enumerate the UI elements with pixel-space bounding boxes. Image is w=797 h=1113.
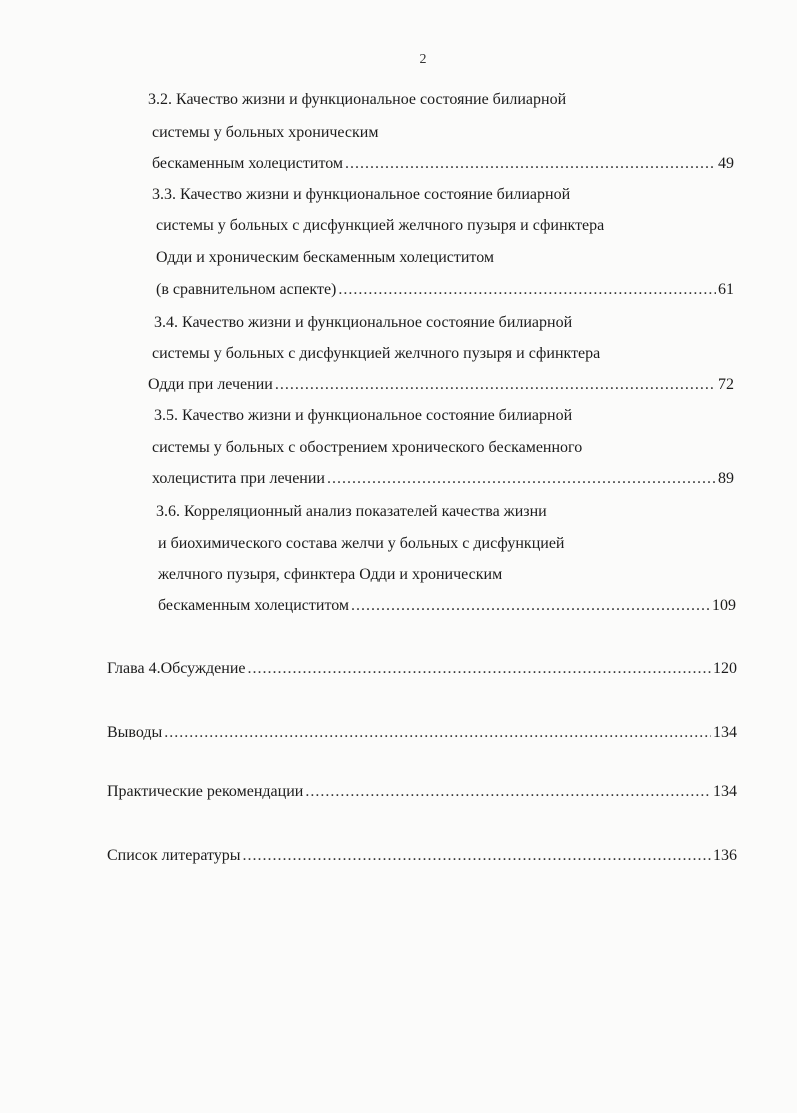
toc-conclusions-page: 134 (713, 724, 737, 741)
dot-leader (305, 782, 711, 802)
toc-entry-3-6-line-3: желчного пузыря, сфинктера Одди и хроническим (158, 566, 503, 583)
toc-entry-3-2-page: 49 (718, 155, 734, 172)
dot-leader (345, 154, 716, 174)
toc-recommendations-text: Практические рекомендации (107, 783, 304, 800)
toc-entry-3-6-text: бескаменным холециститом (158, 597, 350, 614)
toc-entry-3-2-line-1: 3.2. Качество жизни и функциональное состояние билиарной (148, 91, 567, 108)
toc-entry-3-4-line-2: системы у больных с дисфункцией желчного пузыря и сфинктера (152, 345, 601, 362)
dot-leader (351, 596, 710, 616)
toc-entry-3-6-page: 109 (712, 597, 736, 614)
toc-entry-3-4-page: 72 (718, 376, 734, 393)
toc-recommendations-page: 134 (713, 783, 737, 800)
toc-entry-3-6-line-2: и биохимического состава желчи у больных с дисфункцией (158, 535, 565, 552)
toc-entry-3-4-text: Одди при лечении (148, 376, 273, 393)
toc-references (107, 846, 737, 866)
toc-entry-3-3-last-line (156, 280, 734, 300)
toc-entry-3-5-line-1: 3.5. Качество жизни и функциональное состояние билиарной (154, 407, 573, 424)
toc-entry-3-2-last-line (152, 154, 734, 174)
toc-references-page: 136 (713, 847, 737, 864)
toc-entry-3-5-last-line (152, 469, 734, 489)
toc-conclusions-text: Выводы (107, 724, 163, 741)
toc-entry-3-5-line-2: системы у больных с обострением хронического бескаменного (152, 439, 583, 456)
dot-leader (243, 846, 711, 866)
toc-chapter-4-page: 120 (713, 660, 737, 677)
dot-leader (338, 280, 716, 300)
toc-entry-3-3-line-2: системы у больных с дисфункцией желчного пузыря и сфинктера (156, 217, 605, 234)
toc-entry-3-3-line-1: 3.3. Качество жизни и функциональное состояние билиарной (152, 186, 571, 203)
toc-conclusions (107, 723, 737, 743)
toc-entry-3-2-line-2: системы у больных хроническим (152, 124, 379, 141)
toc-entry-3-4-last-line (148, 375, 734, 395)
toc-entry-3-6-line-1: 3.6. Корреляционный анализ показателей качества жизни (156, 503, 547, 520)
toc-entry-3-5-text: холецистита при лечении (152, 470, 325, 487)
toc-entry-3-3-page: 61 (718, 281, 734, 298)
toc-entry-3-3-text: (в сравнительном аспекте) (156, 281, 337, 298)
toc-chapter-4 (107, 659, 737, 679)
toc-entry-3-5-page: 89 (718, 470, 734, 487)
toc-entry-3-4-line-1: 3.4. Качество жизни и функциональное состояние билиарной (154, 314, 573, 331)
toc-chapter-4-text: Глава 4.Обсуждение (107, 660, 246, 677)
dot-leader (327, 469, 716, 489)
page-number: 2 (419, 52, 427, 67)
dot-leader (275, 375, 716, 395)
toc-references-text: Список литературы (107, 847, 241, 864)
toc-entry-3-6-last-line (158, 596, 736, 616)
toc-recommendations (107, 782, 737, 802)
toc-entry-3-3-line-3: Одди и хроническим бескаменным холециститом (156, 249, 495, 266)
dot-leader (164, 723, 711, 743)
dot-leader (247, 659, 711, 679)
toc-entry-3-2-text: бескаменным холециститом (152, 155, 344, 172)
